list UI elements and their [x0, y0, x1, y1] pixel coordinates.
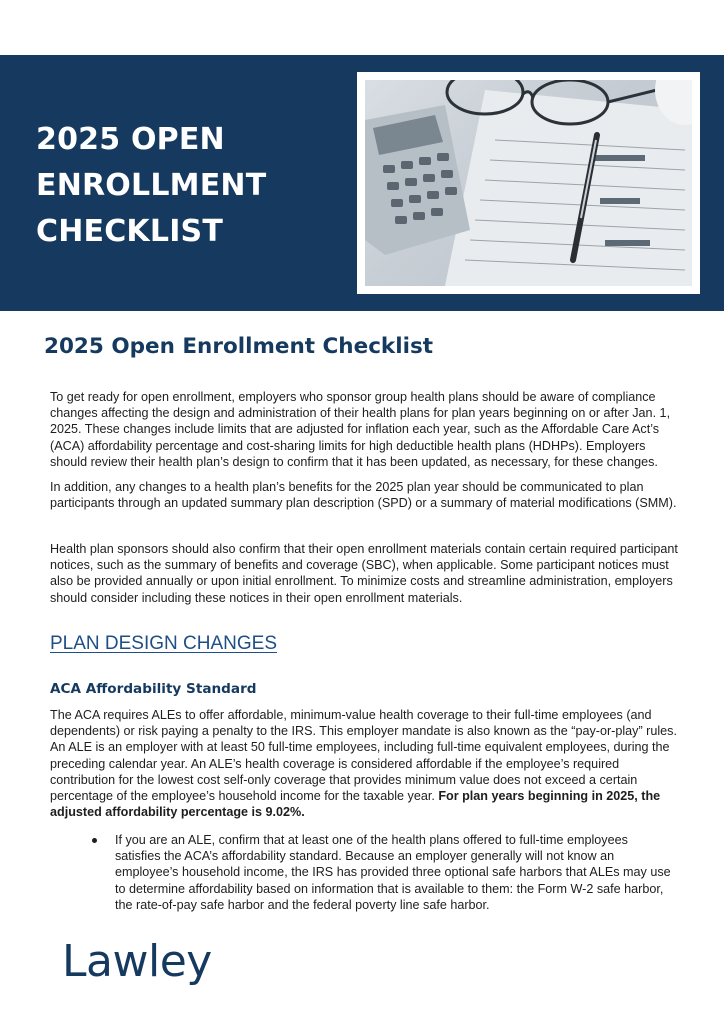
- header-photo: [365, 80, 692, 286]
- calculator-icon: [365, 105, 470, 255]
- banner-title-line: ENROLLMENT: [36, 168, 267, 203]
- bullet-list: [92, 832, 676, 913]
- header-photo-frame: [357, 72, 700, 294]
- intro-paragraph: Health plan sponsors should also confirm that their open enrollment materials contain certain required participant notices, such as the summary of benefits and coverage (SBC), when applicable. Some participant notices must also be provided annually or upon initial enrollment. To minimize costs and streamline administration, employers should consider including these notices in their open enrollment materials.: [50, 542, 678, 605]
- header-banner: [0, 55, 724, 311]
- aca-body-paragraph: [50, 707, 678, 820]
- list-item-text: If you are an ALE, confirm that at least one of the health plans offered to full-time employees satisfies the ACA’s affordability standard. Because an employer generally will not know an employee’s household income, the IRS has provided three optional safe harbors that ALEs may use to determine affordability based on information that is available to them: the Form W-2 safe harbor, the rate-of-pay safe harbor and the federal poverty line safe harbor.: [115, 833, 671, 912]
- bullet-icon: [92, 838, 97, 843]
- aca-body-text: The ACA requires ALEs to offer affordable, minimum-value health coverage to their full-time employees (and dependents) or risk paying a penalty to the IRS. This employer mandate is also known as the “pay-or-play” rules. An ALE is an employer with at least 50 full-time employees, including full-time equivalent employees, during the preceding calendar year. An ALE’s health coverage is considered affordable if the employee’s required contribution for the lowest cost self-only coverage that provides minimum value does not exceed a certain percentage of the employee’s household income for the taxable year.: [50, 708, 677, 804]
- list-item: [92, 832, 676, 913]
- intro-paragraph: In addition, any changes to a health plan’s benefits for the 2025 plan year should be communicated to plan participants through an updated summary plan description (SPD) or a summary of material modifications (SMM).: [50, 480, 677, 511]
- aca-body-bold: For plan years beginning in 2025, the adjusted affordability percentage is 9.02%.: [50, 789, 661, 820]
- banner-title-line: CHECKLIST: [36, 214, 224, 249]
- banner-title-line: 2025 OPEN: [36, 122, 225, 157]
- plan-design-changes-link[interactable]: PLAN DESIGN CHANGES: [50, 633, 277, 654]
- section-subheading: ACA Affordability Standard: [50, 681, 257, 697]
- page-title: 2025 Open Enrollment Checklist: [44, 334, 434, 359]
- lawley-logo: Lawley: [62, 936, 212, 987]
- banner-title: [36, 117, 336, 255]
- tax-form-icon: [445, 90, 692, 286]
- intro-paragraph: To get ready for open enrollment, employers who sponsor group health plans should be aware of compliance changes affecting the design and administration of their health plans for plan years beginning on or after Jan. 1, 2025. These changes include limits that are adjusted for inflation each year, such as the Affordable Care Act’s (ACA) affordability percentage and cost-sharing limits for high deductible health plans (HDHPs). Employers should review their health plan’s design to confirm that it has been updated, as necessary, for these changes.: [50, 390, 671, 469]
